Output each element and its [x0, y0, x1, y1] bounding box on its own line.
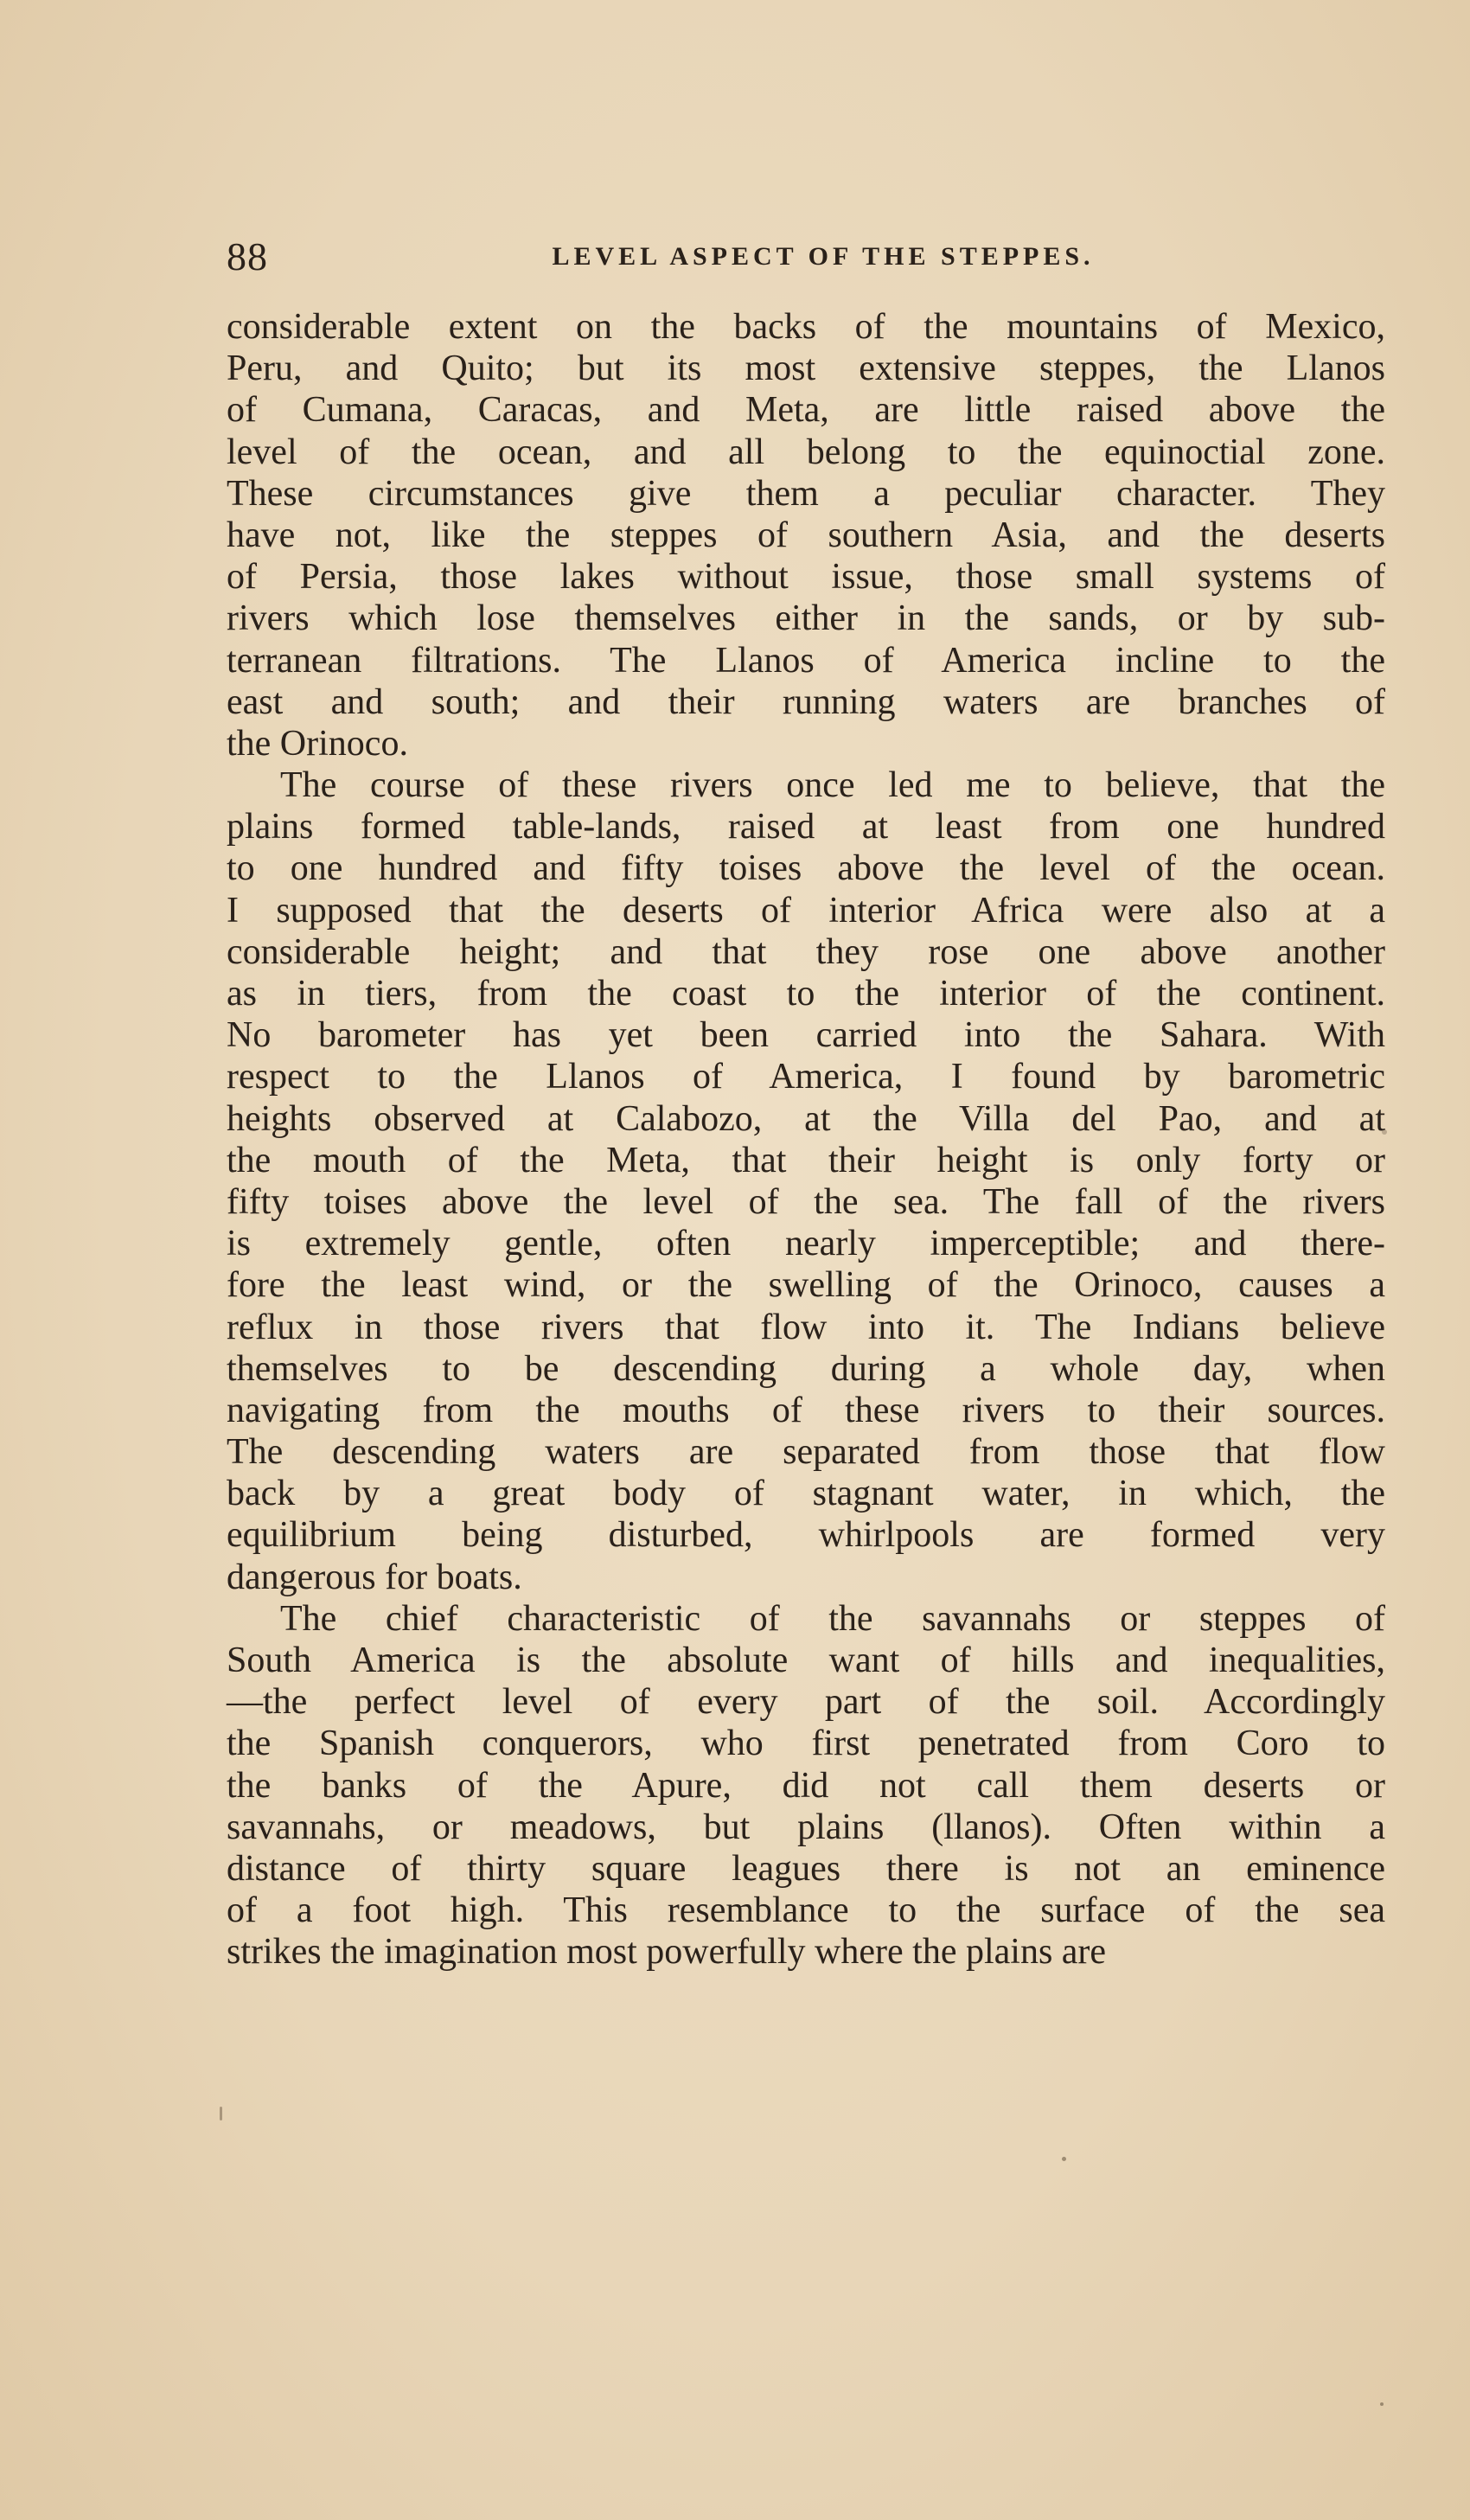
- text-line: terranean filtrations. The Llanos of America incline to the: [227, 640, 1385, 681]
- text-line: No barometer has yet been carried into the Sahara. With: [227, 1015, 1385, 1056]
- text-line: the mouth of the Meta, that their height is only forty or: [227, 1140, 1385, 1180]
- text-line: level of the ocean, and all belong to the equinoctial zone.: [227, 432, 1385, 472]
- text-line: heights observed at Calabozo, at the Villa del Pao, and at: [227, 1098, 1385, 1139]
- text-line: fore the least wind, or the swelling of the Orinoco, causes a: [227, 1265, 1385, 1306]
- text-line: These circumstances give them a peculiar character. They: [227, 473, 1385, 514]
- text-line: plains formed table-lands, raised at least from one hundred: [227, 807, 1385, 847]
- text-line: The chief characteristic of the savannahs or steppes of: [280, 1598, 1385, 1639]
- paper-speck: [220, 2107, 222, 2120]
- text-line: distance of thirty square leagues there is not an eminence: [227, 1848, 1385, 1889]
- text-line: is extremely gentle, often nearly imperceptible; and there-: [227, 1224, 1385, 1264]
- page-number: 88: [227, 234, 268, 278]
- text-line: Peru, and Quito; but its most extensive steppes, the Llanos: [227, 349, 1385, 389]
- text-line: of Cumana, Caracas, and Meta, are little raised above the: [227, 390, 1385, 431]
- text-line: savannahs, or meadows, but plains (llanos). Often within a: [227, 1807, 1385, 1847]
- body-text: [227, 306, 1385, 1973]
- text-line: the Spanish conquerors, who first penetrated from Coro to: [227, 1724, 1385, 1764]
- paper-speck: [1062, 2157, 1066, 2161]
- text-line: —the perfect level of every part of the soil. Accordingly: [227, 1682, 1385, 1723]
- running-head: LEVEL ASPECT OF THE STEPPES.: [552, 242, 1095, 271]
- page-header: [227, 227, 1385, 287]
- text-line: dangerous for boats.: [227, 1557, 522, 1597]
- text-line: themselves to be descending during a whole day, when: [227, 1348, 1385, 1389]
- text-line: South America is the absolute want of hills and inequalities,: [227, 1641, 1385, 1680]
- text-line: considerable height; and that they rose one above another: [227, 931, 1385, 972]
- text-line: the banks of the Apure, did not call them deserts or: [227, 1765, 1385, 1806]
- text-line: fifty toises above the level of the sea. The fall of the rivers: [227, 1181, 1385, 1222]
- paragraph: [227, 764, 1385, 1598]
- paper-speck: [1380, 2402, 1384, 2406]
- text-line: equilibrium being disturbed, whirlpools are formed very: [227, 1515, 1385, 1556]
- text-line: of Persia, those lakes without issue, those small systems of: [227, 557, 1385, 598]
- text-line: navigating from the mouths of these rivers to their sources.: [227, 1390, 1385, 1430]
- text-line: east and south; and their running waters are branches of: [227, 681, 1385, 722]
- text-line: have not, like the steppes of southern Asia, and the deserts: [227, 515, 1385, 555]
- text-line: back by a great body of stagnant water, in which, the: [227, 1474, 1385, 1514]
- text-line: I supposed that the deserts of interior Africa were also at a: [227, 890, 1385, 931]
- paragraph: [227, 306, 1385, 764]
- paper-speck: [1382, 1129, 1387, 1135]
- paragraph: [227, 1598, 1385, 1973]
- text-line: The descending waters are separated from those that flow: [227, 1432, 1385, 1473]
- text-line: the Orinoco.: [227, 723, 408, 764]
- text-line: of a foot high. This resemblance to the surface of the sea: [227, 1890, 1385, 1931]
- text-line: as in tiers, from the coast to the interior of the continent.: [227, 974, 1385, 1014]
- text-line: rivers which lose themselves either in the sands, or by sub-: [227, 598, 1385, 639]
- text-line: strikes the imagination most powerfully where the plains are: [227, 1932, 1107, 1973]
- text-line: reflux in those rivers that flow into it. The Indians believe: [227, 1307, 1385, 1347]
- text-line: to one hundred and fifty toises above the level of the ocean.: [227, 848, 1385, 889]
- text-line: considerable extent on the backs of the mountains of Mexico,: [227, 307, 1385, 347]
- text-line: respect to the Llanos of America, I found by barometric: [227, 1057, 1385, 1097]
- text-line: The course of these rivers once led me to believe, that the: [280, 765, 1385, 806]
